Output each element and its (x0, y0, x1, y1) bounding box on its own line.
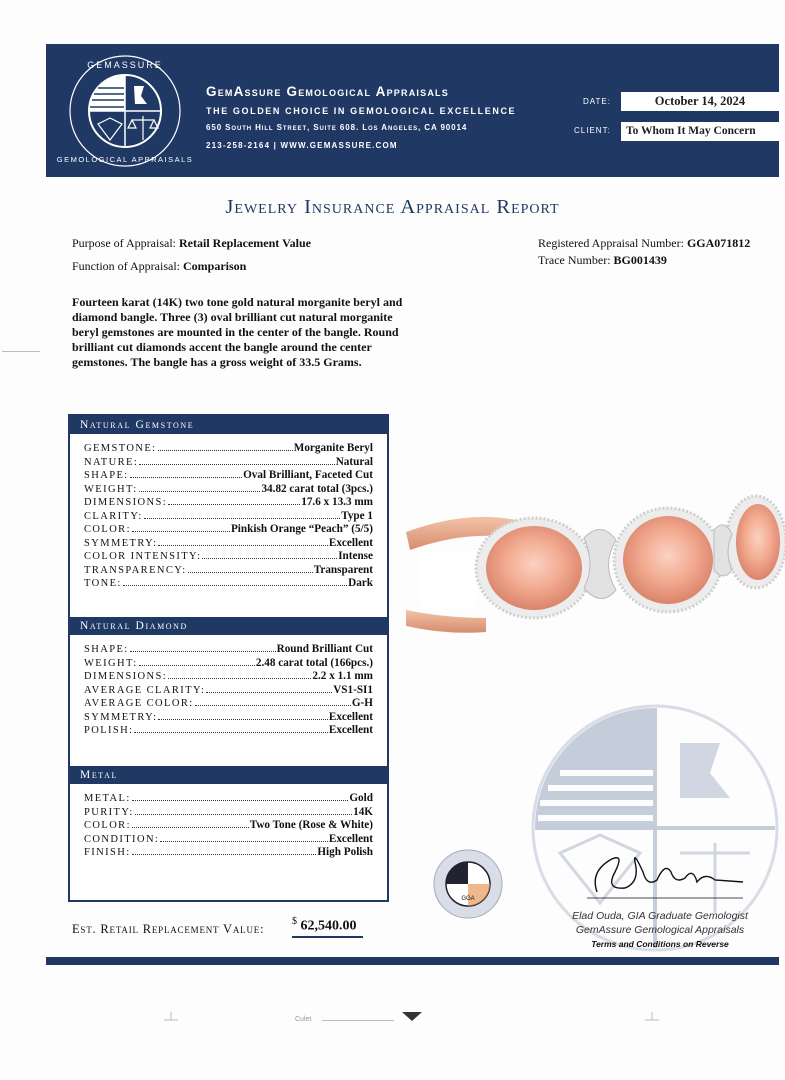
trace-value: BG001439 (613, 253, 667, 267)
leader-dots (130, 651, 276, 652)
metal-row-label: COLOR: (84, 820, 131, 831)
function-label: Function of Appraisal: (72, 259, 180, 273)
leader-dots (123, 585, 347, 586)
report-header (46, 44, 779, 177)
gemstone-row-label: NATURE: (84, 456, 139, 468)
company-phone-web: 213-258-2164 | WWW.GEMASSURE.COM (206, 141, 398, 150)
metal-row-label: PURITY: (84, 806, 134, 818)
gemstone-row (84, 496, 373, 510)
gemassure-seal-logo (56, 54, 194, 168)
estimate-label: Est. Retail Replacement Value: (72, 922, 265, 936)
hologram-seal (432, 848, 504, 920)
gemstone-row-value: Transparent (313, 563, 373, 576)
metal-row-value: 14K (353, 805, 373, 818)
purpose-line (72, 236, 311, 251)
gemstone-row (84, 442, 373, 456)
metal-row (84, 792, 373, 806)
leader-dots (160, 841, 328, 842)
date-label: DATE: (583, 97, 611, 106)
company-info (206, 84, 516, 150)
gemstone-row-label: COLOR INTENSITY: (84, 551, 202, 562)
leader-dots (139, 491, 261, 492)
gemstone-row (84, 537, 373, 551)
diamond-heading: Natural Diamond (70, 617, 387, 635)
diamond-row-value: G-H (351, 697, 373, 709)
appraiser-company: GemAssure Gemological Appraisals (575, 924, 745, 936)
metal-row-label: FINISH: (84, 847, 131, 858)
gemstone-heading: Natural Gemstone (70, 416, 387, 434)
gemstone-row-label: TRANSPARENCY: (84, 564, 187, 576)
metal-row (84, 806, 373, 820)
diamond-row (84, 711, 373, 725)
gemstone-rows (70, 434, 387, 617)
diamond-row (84, 697, 373, 711)
culet-line (322, 1020, 394, 1021)
gemstone-row-value: Excellent (328, 536, 373, 549)
culet-label: Culet (295, 1016, 312, 1023)
gemstone-row-value: 17.6 x 13.3 mm (301, 496, 373, 508)
gemstone-row (84, 564, 373, 578)
leader-dots (202, 558, 337, 559)
leader-dots (195, 705, 351, 706)
gemstone-row (84, 550, 373, 564)
function-value: Comparison (183, 259, 247, 273)
metal-row (84, 846, 373, 860)
diamond-row-value: VS1-SI1 (333, 683, 373, 696)
trace-line (538, 253, 667, 268)
leader-dots (132, 800, 349, 801)
company-tagline: THE GOLDEN CHOICE IN GEMOLOGICAL EXCELLENCE (206, 106, 517, 116)
footer-bar (46, 957, 779, 965)
gemstone-row-label: WEIGHT: (84, 483, 138, 495)
gemstone-row (84, 577, 373, 591)
diamond-row (84, 724, 373, 738)
culet-arrow-icon (402, 1012, 422, 1021)
metal-row-value: High Polish (317, 846, 373, 858)
purpose-label: Purpose of Appraisal: (72, 236, 176, 250)
scan-mark (2, 351, 40, 352)
diamond-row-label: DIMENSIONS: (84, 671, 168, 682)
metal-row-label: METAL: (84, 793, 131, 804)
gemstone-row-value: Morganite Beryl (293, 442, 373, 454)
purpose-value: Retail Replacement Value (179, 236, 311, 250)
diamond-row (84, 643, 373, 657)
diamond-row-label: SHAPE: (84, 644, 129, 655)
date-value: October 14, 2024 (621, 92, 779, 111)
leader-dots (139, 464, 335, 465)
holo-text: GGA (461, 896, 475, 902)
metal-row-value: Two Tone (Rose & White) (249, 819, 373, 831)
gemstone-row (84, 510, 373, 524)
signature-block (550, 909, 770, 951)
function-line (72, 259, 246, 274)
client-label: CLIENT: (574, 126, 611, 135)
metal-heading: Metal (70, 766, 387, 784)
registered-line (538, 236, 750, 251)
gemstone-row (84, 523, 373, 537)
item-description: Fourteen karat (14K) two tone gold natural morganite beryl and diamond bangle. Three (3) oval brilliant cut natural morganite beryl gemstones are mounted in the center of the bangle. Round brilliant cut diamonds accent the bangle around the center gemstones. The bangle has a gross weight of 33.5 Grams. (72, 295, 403, 369)
leader-dots (132, 827, 249, 828)
gemstone-row-value: Dark (348, 577, 373, 589)
gemstone-row-label: SHAPE: (84, 470, 129, 481)
leader-dots (130, 477, 243, 478)
leader-dots (168, 504, 300, 505)
gemstone-row-label: TONE: (84, 578, 122, 589)
report-title: Jewelry Insurance Appraisal Report (225, 196, 560, 218)
company-name: GemAssure Gemological Appraisals (206, 84, 449, 99)
metal-rows (70, 784, 387, 860)
gemstone-row (84, 469, 373, 483)
gemstone-row-value: 34.82 carat total (3pcs.) (261, 482, 373, 495)
estimate-value-box (292, 916, 363, 938)
terms-note: Terms and Conditions on Reverse (591, 939, 729, 949)
registered-value: GGA071812 (686, 236, 751, 250)
diamond-row (84, 684, 373, 698)
diamond-row-label: WEIGHT: (84, 657, 138, 669)
diamond-row-label: AVERAGE COLOR: (84, 698, 194, 709)
leader-dots (139, 665, 255, 666)
leader-dots (168, 678, 311, 679)
gemstone-row-value: Natural (335, 455, 373, 468)
diamond-row (84, 670, 373, 684)
leader-dots (158, 719, 327, 720)
diamond-row-value: 2.48 carat total (166pcs.) (255, 656, 373, 669)
leader-dots (206, 692, 332, 693)
gemstone-row (84, 456, 373, 470)
diamond-row (84, 657, 373, 671)
leader-dots (158, 450, 293, 451)
gemstone-row-label: SYMMETRY: (84, 537, 158, 549)
gemstone-row-label: CLARITY: (84, 510, 143, 522)
metal-row (84, 833, 373, 847)
gemstone-row-label: COLOR: (84, 524, 131, 535)
diamond-row-label: AVERAGE CLARITY: (84, 684, 206, 696)
bangle-photo (406, 490, 778, 640)
diamond-row-label: SYMMETRY: (84, 711, 158, 723)
diamond-row-value: Excellent (328, 724, 373, 736)
gemstone-row-label: DIMENSIONS: (84, 497, 168, 508)
diamond-row-value: Round Brilliant Cut (276, 643, 373, 655)
gemstone-row-value: Oval Brilliant, Faceted Cut (243, 469, 373, 481)
diamond-row-label: POLISH: (84, 725, 134, 736)
metal-row (84, 819, 373, 833)
metal-row-value: Gold (349, 792, 373, 804)
diamond-row-value: 2.2 x 1.1 mm (312, 670, 373, 682)
metal-row-value: Excellent (328, 832, 373, 845)
leader-dots (132, 531, 230, 532)
specs-panel (68, 414, 389, 902)
gemstone-row-value: Pinkish Orange “Peach” (5/5) (230, 523, 373, 535)
diamond-rows (70, 635, 387, 766)
leader-dots (188, 572, 313, 573)
svg-text:GEMOLOGICAL APPRAISALS: GEMOLOGICAL APPRAISALS (56, 155, 194, 164)
scan-tick-right (645, 1012, 659, 1022)
client-value: To Whom It May Concern (621, 122, 779, 141)
gemstone-row-value: Intense (338, 550, 373, 562)
leader-dots (144, 518, 341, 519)
leader-dots (135, 814, 352, 815)
company-address: 650 South Hill Street, Suite 608. Los Angeles, CA 90014 (206, 123, 468, 132)
leader-dots (134, 732, 327, 733)
appraiser-signature (585, 842, 745, 902)
trace-label: Trace Number: (538, 253, 611, 267)
leader-dots (132, 854, 317, 855)
gemstone-row-value: Type 1 (341, 509, 373, 522)
gemstone-row-label: GEMSTONE: (84, 443, 157, 454)
appraiser-name: Elad Ouda, GIA Graduate Gemologist (572, 910, 748, 922)
gemstone-row (84, 483, 373, 497)
leader-dots (158, 545, 327, 546)
scan-tick-left (164, 1012, 178, 1022)
diamond-row-value: Excellent (328, 710, 373, 723)
metal-row-label: CONDITION: (84, 833, 160, 845)
estimate-value: 62,540.00 (300, 918, 357, 934)
currency-symbol: $ (292, 916, 297, 927)
registered-label: Registered Appraisal Number: (538, 236, 684, 250)
svg-text:GEMASSURE: GEMASSURE (87, 60, 163, 70)
